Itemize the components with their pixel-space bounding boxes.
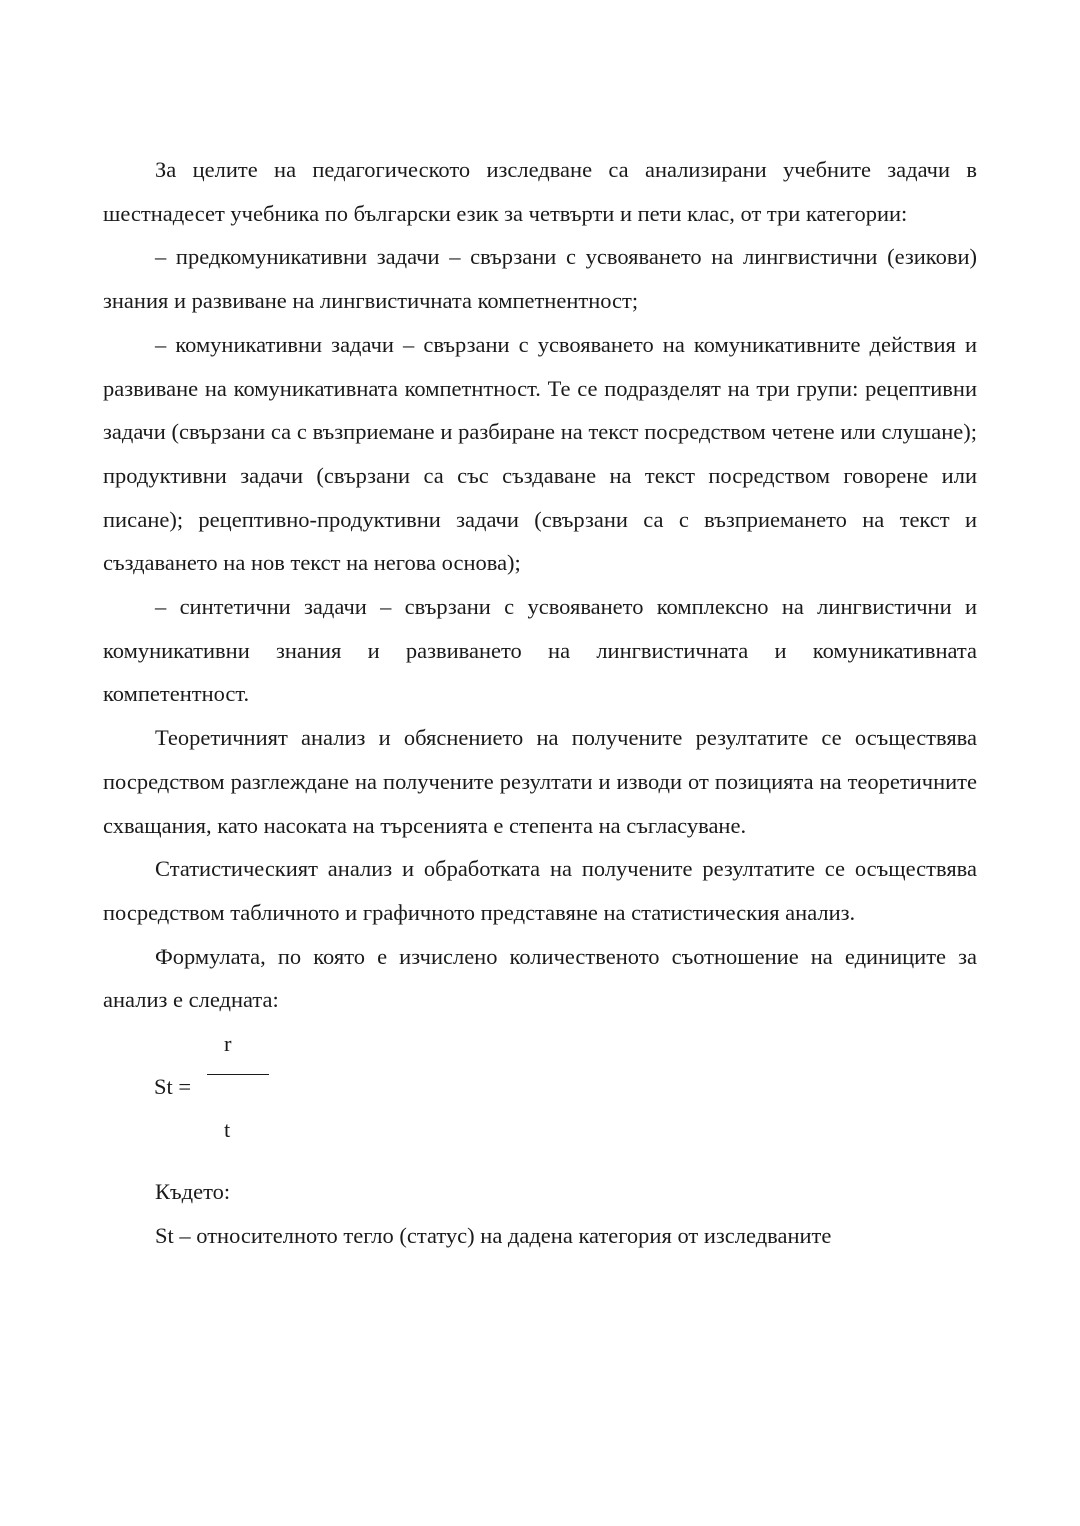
paragraph-precommunicative-tasks: – предкомуникативни задачи – свързани с усвояването на лингвистични (езикови) знания и развиване на лингвистичната компетнентност; [103,244,977,314]
formula-numerator: r [224,1031,232,1057]
formula-denominator: t [224,1117,231,1143]
document-page [103,148,977,1257]
paragraph-statistical-analysis: Статистическият анализ и обработката на получените резултатите се осъществява посредством табличното и графичното представяне на статистическия анализ. [103,856,977,925]
formula-lhs: St = [154,1074,192,1100]
paragraph-communicative-tasks: – комуникативни задачи – свързани с усвояването на комуникативните действия и развиване на комуникативната компетнтност. Те се подразделят на три групи: рецептивни задачи (свързани са с възприемане и разбиране на текст посредством четене или слушане); продуктивни задачи (свързани са със създаване на текст посредством говорене или писане); рецептивно-продуктивни задачи (свързани са с възприемането на текст и създаването на нов текст на негова основа); [103,331,977,576]
paragraph-theoretical-analysis: Теоретичният анализ и обяснението на получените резултатите се осъществява посредством разглеждане на получените резултати и изводи от позицията на теоретичните схващания, като насоката на търсенията е степента на съгласуване. [103,725,977,838]
formula-st [103,1028,977,1170]
paragraph-intro: За целите на педагогическото изследване са анализирани учебните задачи в шестнадесет учебника по български език за четвърти и пети клас, от три категории: [103,157,977,226]
paragraph-synthetic-tasks: – синтетични задачи – свързани с усвояването комплексно на лингвистични и комуникативни знания и развиването на лингвистичната и комуникативната компетентност. [103,594,977,707]
where-label: Където: [155,1179,231,1205]
fraction-bar [207,1074,269,1075]
paragraph-formula-intro: Формулата, по която е изчислено количественото съотношение на единиците за анализ е следната: [103,943,977,1013]
definition-st: St – относителното тегло (статус) на дадена категория от изследваните [155,1222,832,1248]
